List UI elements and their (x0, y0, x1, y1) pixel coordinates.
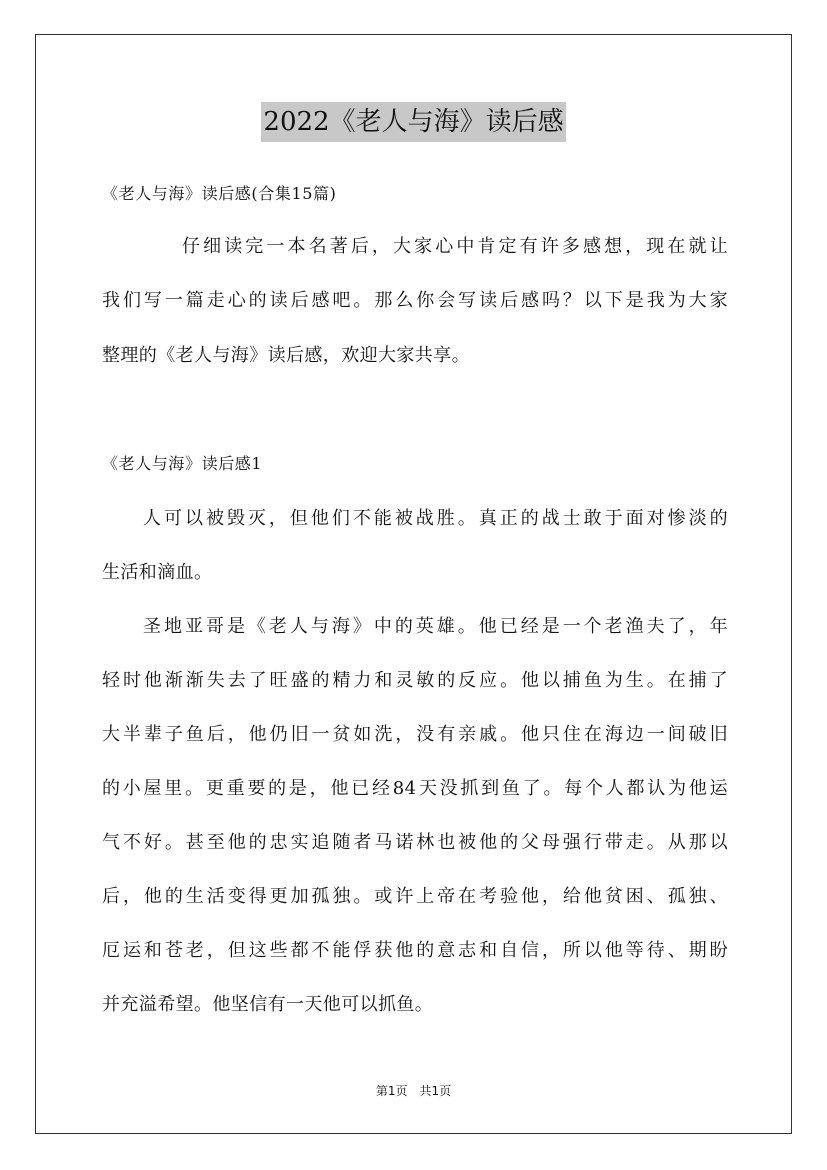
document-title: 2022《老人与海》读后感 (261, 102, 565, 142)
para1-line-2: 生活和滴血。 (102, 562, 213, 583)
title-container (0, 102, 827, 142)
intro-line-2: 我们写一篇走心的读后感吧。那么你会写读后感吗？以下是我为大家 (102, 290, 728, 311)
para1-line-1: 人可以被毁灭，但他们不能被战胜。真正的战士敢于面对惨淡的 (143, 508, 728, 529)
para2-line-8: 并充溢希望。他坚信有一天他可以抓鱼。 (102, 994, 434, 1015)
page-footer: 第1页 共1页 (375, 1084, 452, 1098)
document-subtitle: 《老人与海》读后感(合集15篇) (102, 184, 337, 203)
para2-line-6: 后，他的生活变得更加孤独。或许上帝在考验他，给他贫困、孤独、 (102, 886, 728, 907)
para2-line-2: 轻时他渐渐失去了旺盛的精力和灵敏的反应。他以捕鱼为生。在捕了 (102, 670, 728, 691)
section-heading: 《老人与海》读后感1 (102, 454, 263, 473)
para2-line-1: 圣地亚哥是《老人与海》中的英雄。他已经是一个老渔夫了，年 (143, 616, 728, 637)
para2-line-3: 大半辈子鱼后，他仍旧一贫如洗，没有亲戚。他只住在海边一间破旧 (102, 724, 728, 745)
intro-line-3: 整理的《老人与海》读后感，欢迎大家共享。 (102, 345, 470, 366)
para2-line-5: 气不好。甚至他的忠实追随者马诺林也被他的父母强行带走。从那以 (102, 832, 728, 853)
para2-line-7: 厄运和苍老，但这些都不能俘获他的意志和自信，所以他等待、期盼 (102, 940, 728, 961)
para2-line-4: 的小屋里。更重要的是，他已经84天没抓到鱼了。每个人都认为他运 (102, 778, 728, 799)
intro-line-1: 仔细读完一本名著后，大家心中肯定有许多感想，现在就让 (182, 236, 728, 257)
